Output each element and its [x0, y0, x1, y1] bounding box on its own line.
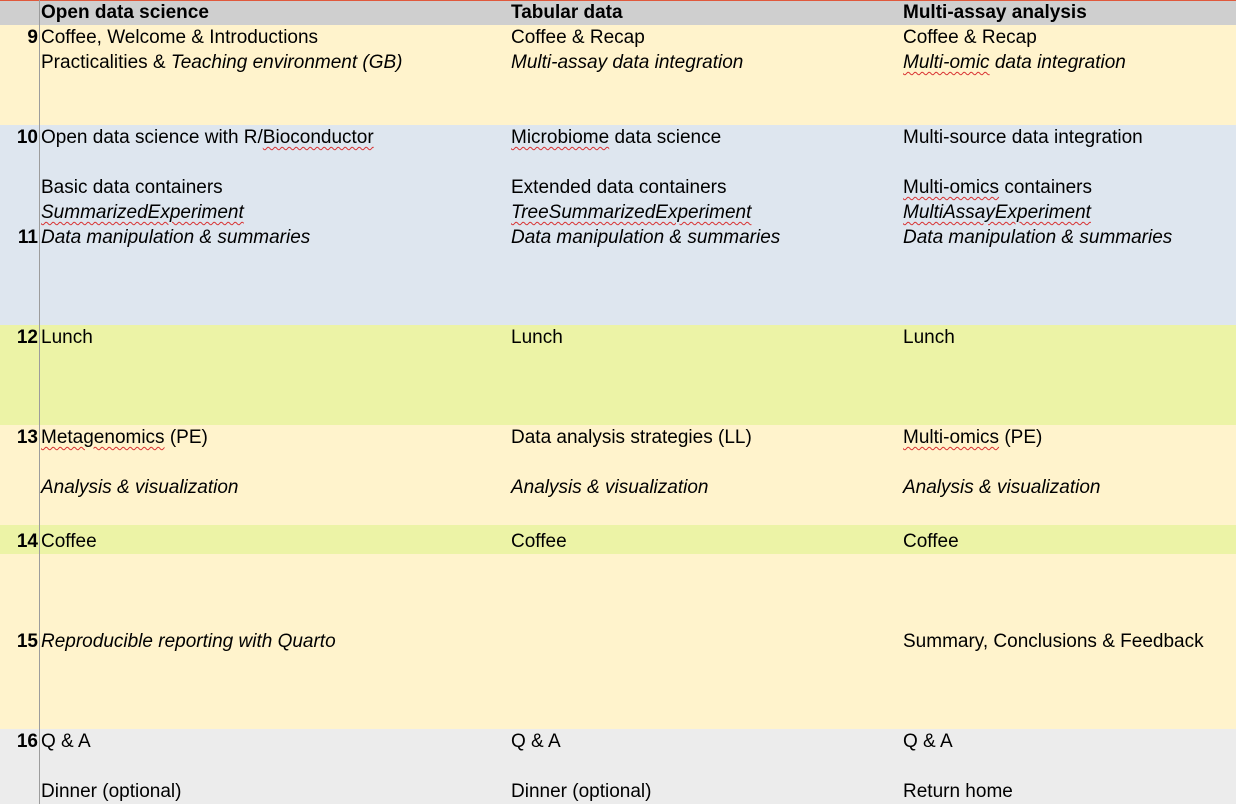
cell-11-col3[interactable]: Data manipulation & summaries: [903, 227, 1173, 248]
cell-14-col2[interactable]: Coffee: [511, 531, 567, 552]
cell-10-col1-line3[interactable]: [41, 200, 244, 225]
cell-16-col3-line2[interactable]: Return home: [903, 781, 1013, 802]
cell-12-col2[interactable]: Lunch: [511, 327, 563, 348]
cell-text-italic: Teaching environment (GB): [170, 52, 403, 73]
cell-13-col1-line2[interactable]: Analysis & visualization: [41, 477, 239, 498]
row-number-9: 9: [27, 27, 38, 48]
cell-13-col3-line1[interactable]: [903, 425, 1042, 450]
cell-10-col3-line2[interactable]: [903, 175, 1092, 200]
spellcheck-word: Multi-omics: [903, 427, 1000, 448]
cell-9-col3-line2[interactable]: [903, 50, 1126, 75]
spellcheck-word: Bioconductor: [262, 127, 374, 148]
cell-10-col2-line2[interactable]: Extended data containers: [511, 177, 727, 198]
cell-text: Practicalities &: [41, 52, 171, 73]
band-12: [0, 325, 1236, 425]
cell-12-col1[interactable]: Lunch: [41, 327, 93, 348]
cell-9-col1-line1[interactable]: Coffee, Welcome & Introductions: [41, 27, 319, 48]
row-number-11: 11: [17, 227, 38, 248]
cell-10-col1-line2[interactable]: Basic data containers: [41, 177, 223, 198]
cell-9-col1-line2[interactable]: [41, 50, 403, 75]
cell-9-col2-line1[interactable]: Coffee & Recap: [511, 27, 645, 48]
row-number-16: 16: [16, 731, 38, 752]
cell-10-col2-line3[interactable]: [511, 200, 751, 225]
cell-16-col1-line1[interactable]: Q & A: [41, 731, 91, 752]
cell-15-col1[interactable]: Reproducible reporting with Quarto: [41, 631, 336, 652]
row-number-13: 13: [16, 427, 38, 448]
spellcheck-word: Multi-omic: [903, 52, 990, 73]
header-col-tabular-data[interactable]: Tabular data: [511, 2, 623, 23]
cell-13-col3-line2[interactable]: Analysis & visualization: [903, 477, 1101, 498]
cell-16-col1-line2[interactable]: Dinner (optional): [41, 781, 182, 802]
cell-15-col3[interactable]: Summary, Conclusions & Feedback: [903, 631, 1204, 652]
row-number-14: 14: [16, 531, 38, 552]
header-col-open-data-science[interactable]: Open data science: [41, 2, 209, 23]
spellcheck-word: TreeSummarizedExperiment: [511, 202, 752, 223]
cell-text: (PE): [999, 427, 1043, 448]
cell-16-col2-line2[interactable]: Dinner (optional): [511, 781, 652, 802]
spellcheck-word: SummarizedExperiment: [41, 202, 244, 223]
cell-13-col2-line2[interactable]: Analysis & visualization: [511, 477, 709, 498]
spellcheck-word: MultiAssayExperiment: [903, 202, 1091, 223]
cell-text: data science: [609, 127, 722, 148]
column-divider: [39, 0, 40, 804]
cell-11-col2[interactable]: Data manipulation & summaries: [511, 227, 781, 248]
cell-text: (PE): [164, 427, 208, 448]
cell-10-col2-line1[interactable]: [511, 125, 721, 150]
cell-10-col1-line1[interactable]: [41, 125, 374, 150]
cell-14-col3[interactable]: Coffee: [903, 531, 959, 552]
row-number-10: 10: [16, 127, 38, 148]
spellcheck-word: Microbiome: [511, 127, 610, 148]
spellcheck-word: Multi-omics: [903, 177, 1000, 198]
cell-12-col3[interactable]: Lunch: [903, 327, 955, 348]
cell-16-col2-line1[interactable]: Q & A: [511, 731, 561, 752]
cell-text: data integration: [989, 52, 1126, 73]
row-number-15: 15: [16, 631, 38, 652]
cell-10-col3-line1[interactable]: Multi-source data integration: [903, 127, 1143, 148]
cell-13-col2-line1[interactable]: Data analysis strategies (LL): [511, 427, 752, 448]
cell-9-col3-line1[interactable]: Coffee & Recap: [903, 27, 1037, 48]
header-col-multi-assay[interactable]: Multi-assay analysis: [903, 2, 1087, 23]
cell-11-col1[interactable]: Data manipulation & summaries: [41, 227, 311, 248]
cell-14-col1[interactable]: Coffee: [41, 531, 97, 552]
cell-text: containers: [999, 177, 1093, 198]
spellcheck-word: Metagenomics: [41, 427, 165, 448]
cell-9-col2-line2[interactable]: Multi-assay data integration: [511, 52, 744, 73]
band-14: [0, 525, 1236, 554]
cell-text: Open data science with R/: [41, 127, 263, 148]
cell-13-col1-line1[interactable]: [41, 425, 208, 450]
cell-16-col3-line1[interactable]: Q & A: [903, 731, 953, 752]
cell-10-col3-line3[interactable]: [903, 200, 1091, 225]
row-number-12: 12: [16, 327, 38, 348]
